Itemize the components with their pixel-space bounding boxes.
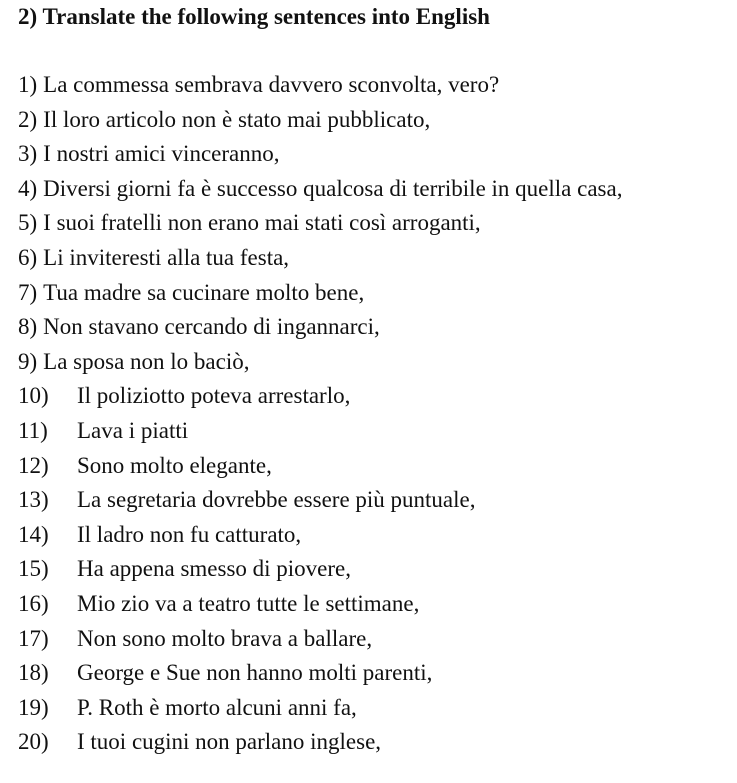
item-text: Non sono molto brava a ballare,	[77, 625, 373, 651]
item-number: 2)	[18, 106, 38, 132]
item-number: 16)	[18, 590, 49, 616]
item-number: 14)	[18, 521, 49, 547]
list-item	[18, 518, 622, 553]
list-item	[18, 310, 622, 345]
item-text: I tuoi cugini non parlano inglese,	[77, 729, 382, 755]
list-item	[18, 587, 622, 622]
item-number: 17)	[18, 625, 49, 651]
list-item	[18, 68, 622, 103]
list-item	[18, 345, 622, 380]
item-number: 3)	[18, 141, 38, 167]
item-text: Tua madre sa cucinare molto bene,	[43, 279, 365, 305]
item-number: 20)	[18, 729, 49, 755]
item-number: 18)	[18, 660, 49, 686]
item-text: La sposa non lo baciò,	[43, 348, 250, 374]
item-text: Il poliziotto poteva arrestarlo,	[77, 383, 351, 409]
list-item	[18, 691, 622, 726]
list-item	[18, 241, 622, 276]
item-text: I suoi fratelli non erano mai stati così arroganti,	[43, 210, 481, 236]
document-page	[18, 0, 737, 783]
item-number: 6)	[18, 244, 38, 270]
item-text: Lava i piatti	[77, 417, 189, 443]
list-item	[18, 622, 622, 657]
item-text: Sono molto elegante,	[77, 452, 272, 478]
sentence-list	[18, 68, 622, 760]
list-item	[18, 103, 622, 138]
list-item	[18, 414, 622, 449]
list-item	[18, 552, 622, 587]
item-number: 13)	[18, 487, 49, 513]
item-text: Il loro articolo non è stato mai pubblicato,	[43, 106, 431, 132]
item-text: Non stavano cercando di ingannarci,	[43, 314, 380, 340]
item-text: I nostri amici vinceranno,	[43, 141, 280, 167]
item-number: 11)	[18, 417, 48, 443]
item-number: 7)	[18, 279, 38, 305]
item-text: Diversi giorni fa è successo qualcosa di terribile in quella casa,	[43, 175, 623, 201]
item-number: 4)	[18, 175, 38, 201]
list-item	[18, 172, 622, 207]
item-number: 10)	[18, 383, 49, 409]
list-item	[18, 656, 622, 691]
list-item	[18, 449, 622, 484]
item-number: 19)	[18, 694, 49, 720]
item-text: George e Sue non hanno molti parenti,	[77, 660, 433, 686]
item-number: 5)	[18, 210, 38, 236]
item-text: P. Roth è morto alcuni anni fa,	[77, 694, 357, 720]
item-text: La commessa sembrava davvero sconvolta, vero?	[43, 72, 500, 97]
item-number: 1)	[18, 72, 38, 97]
item-text: Li inviteresti alla tua festa,	[43, 244, 290, 270]
item-number: 12)	[18, 452, 49, 478]
list-item	[18, 206, 622, 241]
list-item	[18, 725, 622, 760]
list-item	[18, 483, 622, 518]
item-text: La segretaria dovrebbe essere più puntuale,	[77, 487, 476, 513]
list-item	[18, 137, 622, 172]
item-text: Ha appena smesso di piovere,	[77, 556, 352, 582]
list-item	[18, 379, 622, 414]
item-number: 8)	[18, 314, 38, 340]
list-item	[18, 276, 622, 311]
exercise-title: 2) Translate the following sentences into English	[18, 4, 490, 29]
item-number: 15)	[18, 556, 49, 582]
item-text: Mio zio va a teatro tutte le settimane,	[77, 590, 420, 616]
item-text: Il ladro non fu catturato,	[77, 521, 302, 547]
item-number: 9)	[18, 348, 38, 374]
